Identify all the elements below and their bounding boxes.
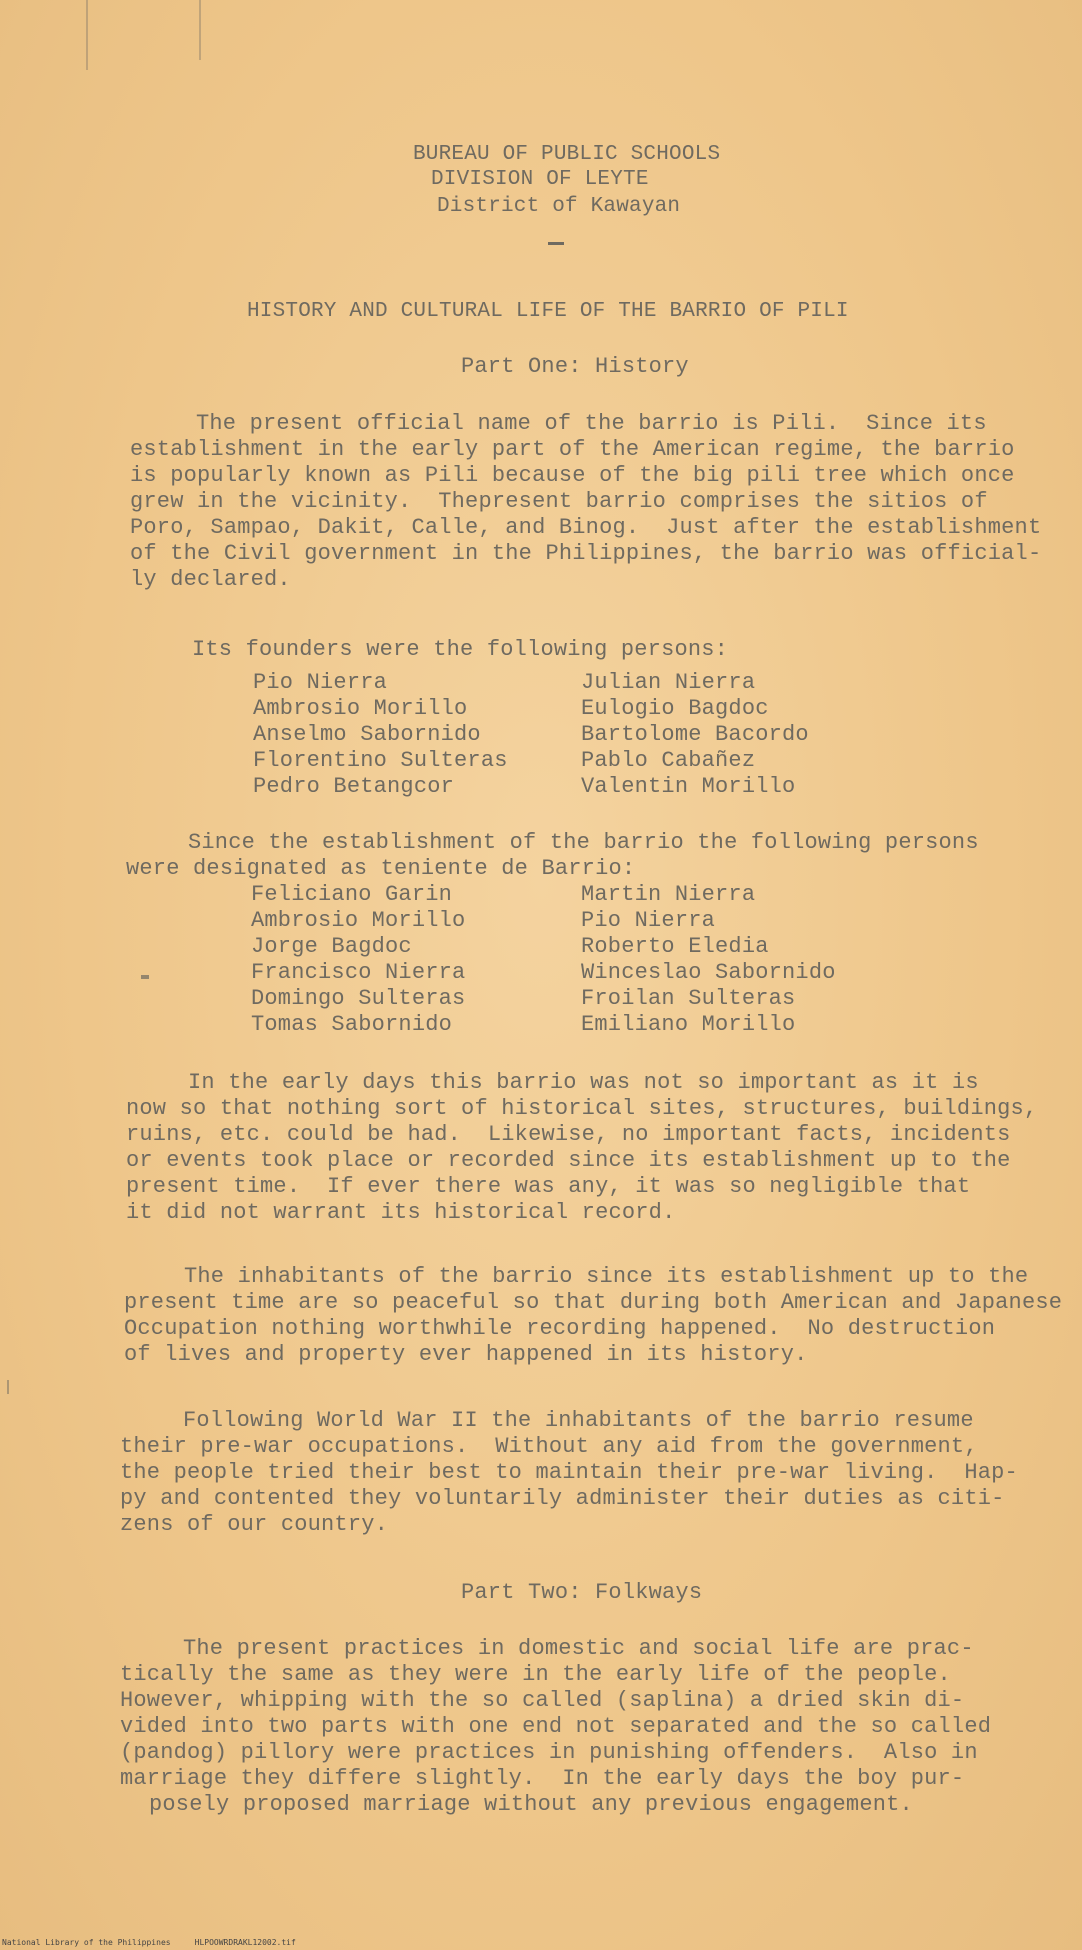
founder-name: Florentino Sulteras (253, 748, 508, 773)
paragraph-line: (pandog) pillory were practices in punishing offenders. Also in (120, 1740, 978, 1765)
header-bureau: BUREAU OF PUBLIC SCHOOLS (413, 143, 721, 166)
founder-name: Bartolome Bacordo (581, 722, 809, 747)
paragraph-line: py and contented they voluntarily administer their duties as citi- (120, 1486, 1005, 1511)
teniente-name: Tomas Sabornido (251, 1012, 453, 1037)
paragraph-line: the people tried their best to maintain their pre-war living. Hap- (120, 1460, 1018, 1485)
paragraph-line: Following World War II the inhabitants of the barrio resume (183, 1408, 974, 1433)
paragraph-line: However, whipping with the so called (saplina) a dried skin di- (120, 1688, 965, 1713)
paragraph-line: establishment in the early part of the American regime, the barrio (130, 437, 1015, 462)
paragraph-line: of the Civil government in the Philippines, the barrio was official- (130, 541, 1042, 566)
paragraph-line: The present official name of the barrio is Pili. Since its (196, 411, 987, 436)
founder-name: Anselmo Sabornido (253, 722, 481, 747)
paragraph-line: marriage they differe slightly. In the early days the boy pur- (120, 1766, 965, 1791)
header-division: DIVISION OF LEYTE (431, 168, 649, 191)
paragraph-line: The present practices in domestic and social life are prac- (183, 1636, 974, 1661)
paragraph-line: posely proposed marriage without any previous engagement. (149, 1792, 913, 1817)
teniente-name: Froilan Sulteras (581, 986, 796, 1011)
founder-name: Ambrosio Morillo (253, 696, 468, 721)
scan-footer: National Library of the Philippines HLPOOWRDRAKL12002.tif (2, 1938, 296, 1947)
paragraph-line: it did not warrant its historical record. (126, 1200, 676, 1225)
founder-name: Pio Nierra (253, 670, 388, 695)
teniente-name: Jorge Bagdoc (251, 934, 412, 959)
paragraph-line: Occupation nothing worthwhile recording happened. No destruction (124, 1316, 996, 1341)
teniente-intro-line: Since the establishment of the barrio the following persons (188, 830, 979, 855)
header-dash (548, 242, 564, 245)
founder-name: Eulogio Bagdoc (581, 696, 769, 721)
paragraph-line: present time. If ever there was any, it was so negligible that (126, 1174, 971, 1199)
paragraph-line: Poro, Sampao, Dakit, Calle, and Binog. Just after the establishment (130, 515, 1042, 540)
stray-mark (141, 975, 149, 979)
teniente-name: Roberto Eledia (581, 934, 769, 959)
teniente-intro-line: were designated as teniente de Barrio: (126, 856, 636, 881)
paragraph-line: or events took place or recorded since its establishment up to the (126, 1148, 1011, 1173)
paragraph-line: The inhabitants of the barrio since its establishment up to the (184, 1264, 1029, 1289)
edge-mark (199, 0, 201, 60)
founder-name: Pablo Cabañez (581, 748, 756, 773)
edge-mark (86, 0, 88, 70)
paragraph-line: of lives and property ever happened in its history. (124, 1342, 808, 1367)
paragraph-line: grew in the vicinity. Thepresent barrio comprises the sitios of (130, 489, 988, 514)
paragraph-line: present time are so peaceful so that during both American and Japanese (124, 1290, 1063, 1315)
teniente-name: Feliciano Garin (251, 882, 453, 907)
teniente-name: Domingo Sulteras (251, 986, 466, 1011)
teniente-name: Winceslao Sabornido (581, 960, 836, 985)
founder-name: Pedro Betangcor (253, 774, 455, 799)
paragraph-line: In the early days this barrio was not so important as it is (188, 1070, 979, 1095)
paragraph-line: vided into two parts with one end not separated and the so called (120, 1714, 992, 1739)
teniente-name: Pio Nierra (581, 908, 716, 933)
paragraph-line: is popularly known as Pili because of the big pili tree which once (130, 463, 1015, 488)
teniente-name: Martin Nierra (581, 882, 756, 907)
founders-intro: Its founders were the following persons: (192, 637, 729, 662)
edge-mark (7, 1380, 9, 1394)
document-title: HISTORY AND CULTURAL LIFE OF THE BARRIO OF PILI (247, 300, 849, 323)
part-one-heading: Part One: History (461, 354, 689, 379)
teniente-name: Ambrosio Morillo (251, 908, 466, 933)
header-district: District of Kawayan (437, 195, 681, 218)
paragraph-line: their pre-war occupations. Without any aid from the government, (120, 1434, 978, 1459)
paragraph-line: now so that nothing sort of historical sites, structures, buildings, (126, 1096, 1038, 1121)
paragraph-line: ly declared. (130, 567, 291, 592)
paragraph-line: zens of our country. (120, 1512, 389, 1537)
founder-name: Valentin Morillo (581, 774, 796, 799)
founder-name: Julian Nierra (581, 670, 756, 695)
part-two-heading: Part Two: Folkways (461, 1580, 703, 1605)
teniente-name: Emiliano Morillo (581, 1012, 796, 1037)
paragraph-line: tically the same as they were in the early life of the people. (120, 1662, 951, 1687)
paragraph-line: ruins, etc. could be had. Likewise, no important facts, incidents (126, 1122, 1011, 1147)
teniente-name: Francisco Nierra (251, 960, 466, 985)
